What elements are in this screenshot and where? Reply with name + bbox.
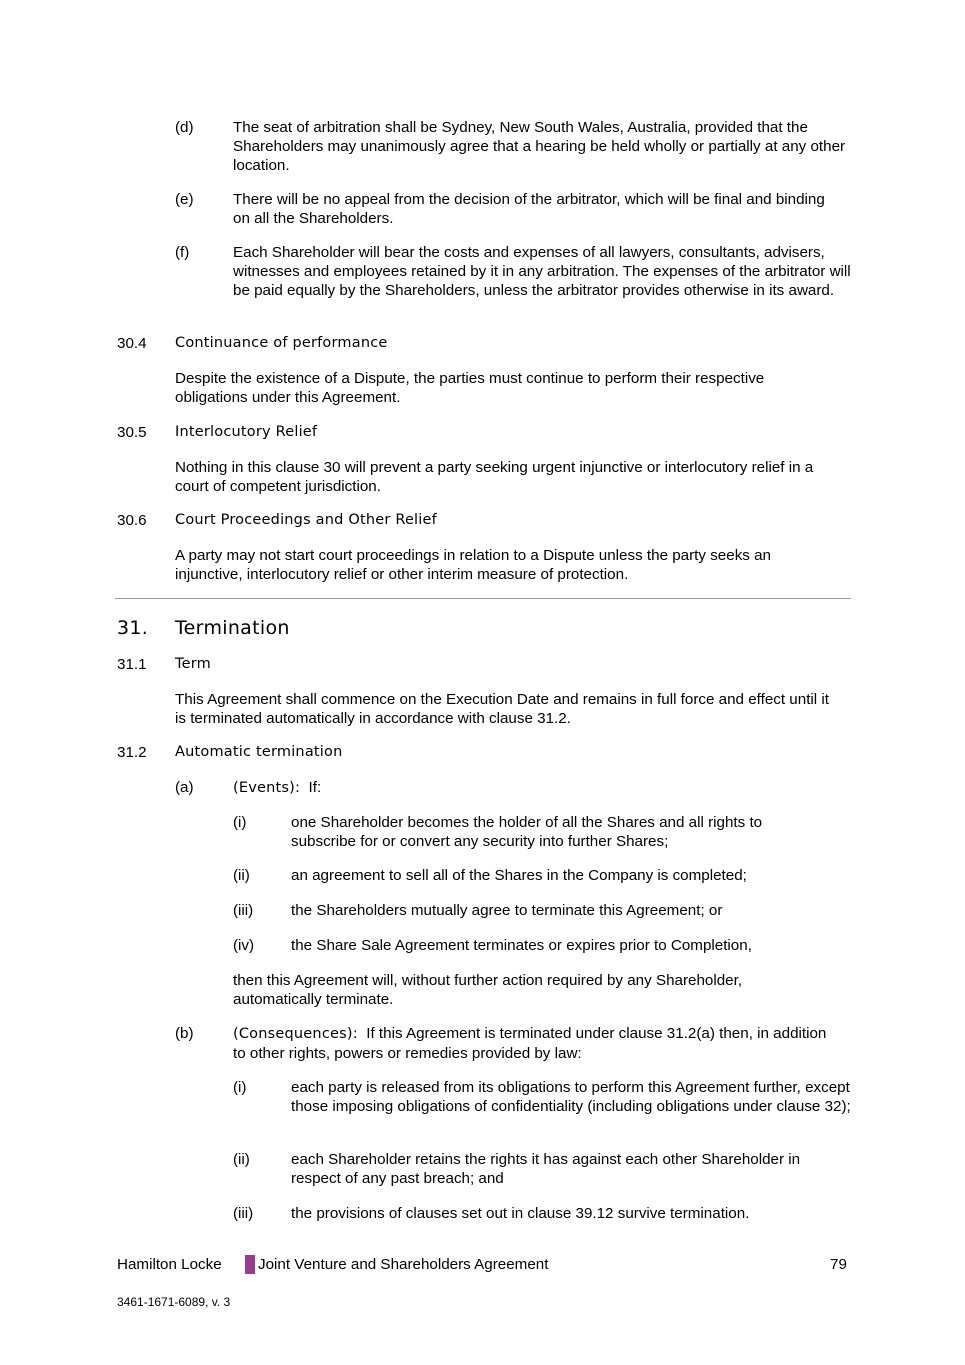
- footer-document-title: Joint Venture and Shareholders Agreement: [258, 1256, 549, 1273]
- section-heading-31-1: Term: [175, 656, 211, 672]
- section-heading-30-4: Continuance of performance: [175, 335, 388, 351]
- sub-text-a-iv: the Share Sale Agreement terminates or expires prior to Completion,: [291, 937, 752, 954]
- sub-text-a-i: one Shareholder becomes the holder of all the Shares and all rights to subscribe for or convert any security into further Shares;: [291, 814, 763, 850]
- footer-firm-name: Hamilton Locke: [117, 1256, 222, 1273]
- sub-label-b-i: (i): [233, 1079, 247, 1096]
- section-heading-31-2: Automatic termination: [175, 744, 343, 760]
- section-number-31-1: 31.1: [117, 656, 147, 673]
- brand-accent-bar: [245, 1255, 255, 1274]
- footer-page-number: 79: [830, 1256, 847, 1273]
- section-number-31-2: 31.2: [117, 744, 147, 761]
- item-lead-b: (Consequences):: [233, 1026, 358, 1042]
- sub-label-b-iii: (iii): [233, 1205, 254, 1222]
- item-text-d: The seat of arbitration shall be Sydney, New South Wales, Australia, provided that the Shareholders may unanimously agree that a hearing be held wholly or partially at any other location.: [233, 119, 846, 174]
- sub-label-b-ii: (ii): [233, 1151, 250, 1168]
- item-label-a: (a): [175, 779, 194, 796]
- sub-label-a-iv: (iv): [233, 937, 255, 954]
- section-heading-30-6: Court Proceedings and Other Relief: [175, 512, 437, 528]
- sub-text-a-ii: an agreement to sell all of the Shares in the Company is completed;: [291, 867, 747, 884]
- item-text-b: [233, 1024, 833, 1063]
- section-divider: [115, 598, 851, 599]
- item-text-e: There will be no appeal from the decision of the arbitrator, which will be final and binding on all the Shareholders.: [233, 191, 825, 227]
- sub-label-a-i: (i): [233, 814, 247, 831]
- section-body-31-1: This Agreement shall commence on the Execution Date and remains in full force and effect until it is terminated automatically in accordance with clause 31.2.: [175, 691, 829, 727]
- section-body-30-5: Nothing in this clause 30 will prevent a party seeking urgent injunctive or interlocutory relief in a court of competent jurisdiction.: [175, 459, 814, 495]
- section-body-30-4: Despite the existence of a Dispute, the parties must continue to perform their respective obligations under this Agreement.: [175, 370, 765, 406]
- item-label-e: (e): [175, 191, 194, 208]
- item-label-d: (d): [175, 119, 194, 136]
- clause-number-31: 31.: [117, 617, 149, 639]
- item-text-f: Each Shareholder will bear the costs and expenses of all lawyers, consultants, advisers, witnesses and employees retained by it in any arbitration. The expenses of the arbitrator will be paid equally by the Shareholders, unless the arbitrator provides otherwise in its award.: [233, 244, 851, 299]
- item-rest-b: If this Agreement is terminated under clause 31.2(a) then, in addition to other rights, powers or remedies provided by law:: [233, 1025, 831, 1062]
- item-tail-a: then this Agreement will, without further action required by any Shareholder, automatically terminate.: [233, 972, 743, 1008]
- sub-text-a-iii: the Shareholders mutually agree to terminate this Agreement; or: [291, 902, 723, 919]
- clause-title-31: Termination: [175, 617, 290, 639]
- section-number-30-6: 30.6: [117, 512, 147, 529]
- item-text-a: [233, 778, 851, 798]
- item-rest-a: If:: [300, 779, 322, 796]
- section-heading-30-5: Interlocutory Relief: [175, 424, 318, 440]
- section-number-30-4: 30.4: [117, 335, 147, 352]
- sub-text-b-i: each party is released from its obligations to perform this Agreement further, except those imposing obligations of confidentiality (including obligations under clause 32);: [291, 1079, 851, 1115]
- sub-text-b-ii: each Shareholder retains the rights it has against each other Shareholder in respect of any past breach; and: [291, 1151, 801, 1187]
- sub-text-b-iii: the provisions of clauses set out in clause 39.12 survive termination.: [291, 1205, 750, 1222]
- section-number-30-5: 30.5: [117, 424, 147, 441]
- item-label-b: (b): [175, 1025, 194, 1042]
- item-lead-a: (Events):: [233, 780, 301, 796]
- document-reference: 3461-1671-6089, v. 3: [117, 1295, 231, 1309]
- item-label-f: (f): [175, 244, 190, 261]
- section-body-30-6: A party may not start court proceedings in relation to a Dispute unless the party seeks an injunctive, interlocutory relief or other interim measure of protection.: [175, 547, 772, 583]
- sub-label-a-iii: (iii): [233, 902, 254, 919]
- sub-label-a-ii: (ii): [233, 867, 250, 884]
